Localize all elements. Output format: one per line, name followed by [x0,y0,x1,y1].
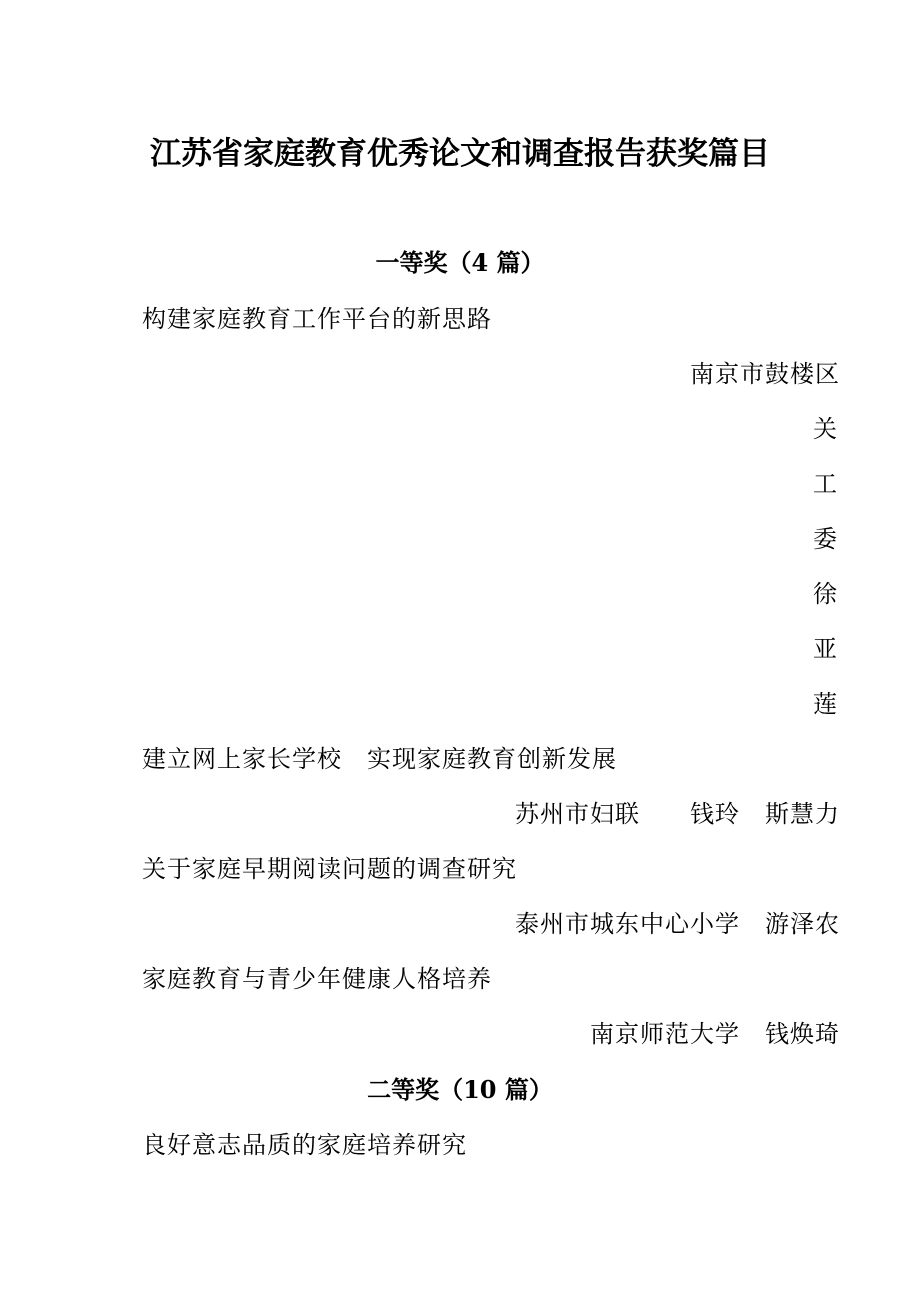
entry-author: 苏州市妇联 钱玲 斯慧力 [515,800,840,828]
entry-author-char: 亚 [813,635,837,663]
entry-title: 建立网上家长学校 实现家庭教育创新发展 [142,745,617,773]
entry-author-char: 关 [813,415,837,443]
section-heading-second-prize: 二等奖（10 篇） [367,1075,553,1104]
entry-author: 泰州市城东中心小学 游泽农 [515,910,840,938]
entry-title: 关于家庭早期阅读问题的调查研究 [142,855,517,883]
entry-author-char: 委 [813,525,837,553]
entry-author-char: 莲 [813,690,837,718]
entry-author-char: 徐 [813,580,837,608]
entry-title: 家庭教育与青少年健康人格培养 [142,965,492,993]
entry-title: 良好意志品质的家庭培养研究 [142,1131,467,1159]
entry-author: 南京市鼓楼区 [690,360,840,388]
entry-author-char: 工 [813,470,837,498]
entry-title: 构建家庭教育工作平台的新思路 [142,305,492,333]
document-title: 江苏省家庭教育优秀论文和调查报告获奖篇目 [150,136,770,172]
section-heading-first-prize: 一等奖（4 篇） [375,248,545,277]
entry-author: 南京师范大学 钱焕琦 [590,1020,840,1048]
